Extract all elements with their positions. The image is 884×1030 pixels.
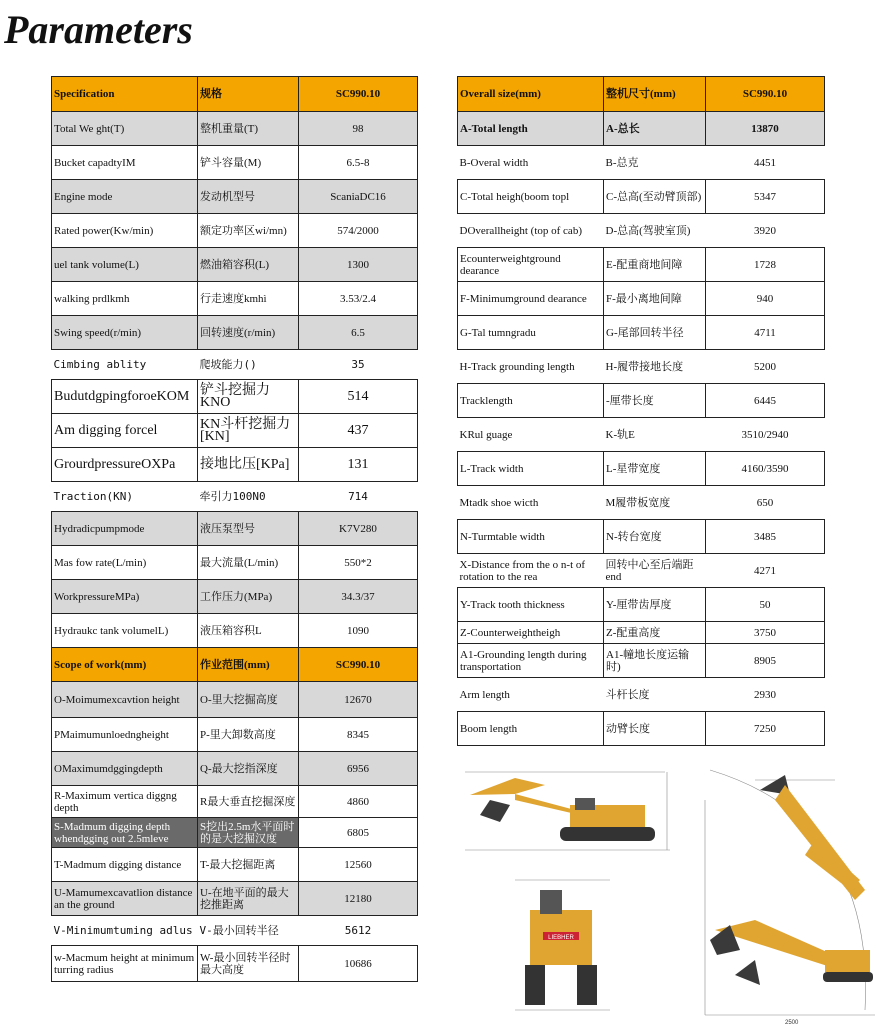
spec-row <box>52 112 418 146</box>
size-label-en: DOverallheight (top of cab) <box>458 214 604 248</box>
spec-label-cn: 牵引力100N0 <box>198 482 299 512</box>
spec-label-en: Engine mode <box>52 180 198 214</box>
spec-value: 1300 <box>299 248 418 282</box>
spec-value: SC990.10 <box>299 77 418 112</box>
size-label-cn: G-尾部回转半径 <box>604 316 706 350</box>
size-label-cn: H-履带接地长度 <box>604 350 706 384</box>
spec-row <box>52 614 418 648</box>
size-row <box>458 554 825 588</box>
spec-label-en: WorkpressureMPa) <box>52 580 198 614</box>
size-row <box>458 214 825 248</box>
size-value: 3920 <box>706 214 825 248</box>
spec-value: 6805 <box>299 818 418 848</box>
spec-label-en: S-Madmum digging depth whendgging out 2.5mleve <box>52 818 198 848</box>
spec-label-cn: 发动机型号 <box>198 180 299 214</box>
spec-label-cn: 规格 <box>198 77 299 112</box>
size-value: SC990.10 <box>706 77 825 112</box>
spec-row <box>52 282 418 316</box>
spec-value: 437 <box>299 414 418 448</box>
spec-value: 6.5-8 <box>299 146 418 180</box>
spec-label-en: Cimbing ablity <box>52 350 198 380</box>
size-value: 8905 <box>706 644 825 678</box>
spec-value: 8345 <box>299 718 418 752</box>
size-label-cn: Z-配重高度 <box>604 622 706 644</box>
spec-label-cn: S挖出2.5m水平面时的是大挖掘汉度 <box>198 818 299 848</box>
spec-label-en: Hydradicpumpmode <box>52 512 198 546</box>
spec-value: 4860 <box>299 786 418 818</box>
size-value: 4451 <box>706 146 825 180</box>
size-row <box>458 418 825 452</box>
spec-row <box>52 214 418 248</box>
size-row <box>458 622 825 644</box>
spec-label-en: GrourdpressureOXPa <box>52 448 198 482</box>
spec-value: 34.3/37 <box>299 580 418 614</box>
size-row <box>458 112 825 146</box>
spec-label-en: V-Minimumtuming adlus <box>52 916 198 946</box>
spec-label-en: Am digging forcel <box>52 414 198 448</box>
size-label-cn: 斗杆长度 <box>604 678 706 712</box>
spec-label-cn: V-最小回转半径 <box>198 916 299 946</box>
spec-value: 714 <box>299 482 418 512</box>
size-value: 2930 <box>706 678 825 712</box>
size-row <box>458 180 825 214</box>
size-label-en: Y-Track tooth thickness <box>458 588 604 622</box>
spec-row <box>52 380 418 414</box>
spec-value: K7V280 <box>299 512 418 546</box>
size-label-cn: 动臂长度 <box>604 712 706 746</box>
spec-value: 35 <box>299 350 418 380</box>
size-value: 7250 <box>706 712 825 746</box>
size-label-en: Boom length <box>458 712 604 746</box>
spec-value: ScaniaDC16 <box>299 180 418 214</box>
working-range-diagram <box>705 770 875 1026</box>
spec-value: 550*2 <box>299 546 418 580</box>
size-label-en: B-Overal width <box>458 146 604 180</box>
spec-row <box>52 512 418 546</box>
spec-label-cn: T-最大挖掘距离 <box>198 848 299 882</box>
spec-value: 3.53/2.4 <box>299 282 418 316</box>
size-label-cn: K-轨E <box>604 418 706 452</box>
size-value: 6445 <box>706 384 825 418</box>
size-row <box>458 146 825 180</box>
spec-value: SC990.10 <box>299 648 418 682</box>
spec-label-cn: 液压泵型号 <box>198 512 299 546</box>
spec-label-cn: KN斗杆挖掘力[KN] <box>198 414 299 448</box>
spec-value: 98 <box>299 112 418 146</box>
size-label-cn: Y-厘带齿厚度 <box>604 588 706 622</box>
size-label-cn: L-星带宽度 <box>604 452 706 486</box>
size-label-en: KRul guage <box>458 418 604 452</box>
spec-label-cn: W-最小回转半径时最大高度 <box>198 946 299 982</box>
size-label-cn: C-总高(至动臂顶部) <box>604 180 706 214</box>
size-label-en: H-Track grounding length <box>458 350 604 384</box>
size-label-en: Z-Counterweightheigh <box>458 622 604 644</box>
size-label-en: L-Track width <box>458 452 604 486</box>
spec-value: 6.5 <box>299 316 418 350</box>
size-value: 13870 <box>706 112 825 146</box>
spec-label-en: OMaximumdggingdepth <box>52 752 198 786</box>
spec-row <box>52 752 418 786</box>
spec-row <box>52 146 418 180</box>
spec-label-en: T-Madmum digging distance <box>52 848 198 882</box>
spec-label-cn: 整机重量(T) <box>198 112 299 146</box>
size-row <box>458 316 825 350</box>
size-row <box>458 452 825 486</box>
spec-label-en: Mas fow rate(L/min) <box>52 546 198 580</box>
size-value: 5347 <box>706 180 825 214</box>
size-label-en: A1-Grounding length during transportation <box>458 644 604 678</box>
size-label-cn: B-总克 <box>604 146 706 180</box>
size-label-cn: D-总高(驾驶室顶) <box>604 214 706 248</box>
spec-label-cn: 铲斗容量(M) <box>198 146 299 180</box>
spec-value: 6956 <box>299 752 418 786</box>
size-value: 3485 <box>706 520 825 554</box>
spec-label-en: Bucket capadtyIM <box>52 146 198 180</box>
overall-size-table <box>457 76 825 746</box>
size-label-cn: M履带板宽度 <box>604 486 706 520</box>
size-row <box>458 77 825 112</box>
size-row <box>458 350 825 384</box>
size-label-cn: A1-幢地长度运输时) <box>604 644 706 678</box>
spec-row <box>52 682 418 718</box>
spec-label-en: BudutdgpingforoeKOM <box>52 380 198 414</box>
size-label-cn: -厘带长度 <box>604 384 706 418</box>
spec-value: 5612 <box>299 916 418 946</box>
spec-label-en: U-Mamumexcavatlion distance an the ground <box>52 882 198 916</box>
size-value: 4711 <box>706 316 825 350</box>
size-row <box>458 712 825 746</box>
spec-value: 574/2000 <box>299 214 418 248</box>
excavator-front-view <box>515 880 610 1010</box>
spec-row <box>52 848 418 882</box>
spec-value: 10686 <box>299 946 418 982</box>
spec-label-cn: 回转速度(r/min) <box>198 316 299 350</box>
spec-label-en: Total We ght(T) <box>52 112 198 146</box>
excavator-side-view <box>465 772 670 850</box>
size-row <box>458 678 825 712</box>
spec-label-cn: 铲斗挖掘力KNO <box>198 380 299 414</box>
size-label-cn: 整机尺寸(mm) <box>604 77 706 112</box>
brand-logo: LIEBHER <box>548 935 574 941</box>
size-label-cn: A-总长 <box>604 112 706 146</box>
spec-row <box>52 248 418 282</box>
size-label-cn: N-转台宽度 <box>604 520 706 554</box>
size-row <box>458 248 825 282</box>
size-label-en: X-Distance from the o n-t of rotation to the rea <box>458 554 604 588</box>
spec-row <box>52 882 418 916</box>
spec-row <box>52 316 418 350</box>
spec-value: 1090 <box>299 614 418 648</box>
size-label-cn: E-配重商地间障 <box>604 248 706 282</box>
spec-label-en: w-Macmum height at minimum turring radius <box>52 946 198 982</box>
spec-row <box>52 448 418 482</box>
size-label-en: Tracklength <box>458 384 604 418</box>
size-label-cn: F-最小离地间障 <box>604 282 706 316</box>
spec-label-cn: 作业范围(mm) <box>198 648 299 682</box>
size-value: 4160/3590 <box>706 452 825 486</box>
spec-label-cn: U-在地平面的最大挖推距离 <box>198 882 299 916</box>
spec-row <box>52 818 418 848</box>
size-row <box>458 486 825 520</box>
size-label-en: Arm length <box>458 678 604 712</box>
spec-label-cn: 行走速度kmhì <box>198 282 299 316</box>
spec-label-en: R-Maximum vertica diggng depth <box>52 786 198 818</box>
size-value: 3750 <box>706 622 825 644</box>
size-row <box>458 384 825 418</box>
spec-label-en: Traction(KN) <box>52 482 198 512</box>
spec-label-cn: 工作压力(MPa) <box>198 580 299 614</box>
size-label-en: Ecounterweightground dearance <box>458 248 604 282</box>
size-value: 5200 <box>706 350 825 384</box>
size-label-en: Overall size(mm) <box>458 77 604 112</box>
size-label-en: G-Tal tumngradu <box>458 316 604 350</box>
size-label-en: F-Minimumground dearance <box>458 282 604 316</box>
spec-row <box>52 350 418 380</box>
spec-row <box>52 648 418 682</box>
spec-label-en: uel tank volume(L) <box>52 248 198 282</box>
spec-label-cn: 爬坡能力() <box>198 350 299 380</box>
spec-row <box>52 916 418 946</box>
spec-label-cn: 最大流量(L/min) <box>198 546 299 580</box>
size-row <box>458 282 825 316</box>
spec-row <box>52 77 418 112</box>
spec-row <box>52 580 418 614</box>
size-label-cn: 回转中心至后端距end <box>604 554 706 588</box>
spec-label-cn: 额定功率区wi/mn) <box>198 214 299 248</box>
spec-label-cn: P-里大卸数高度 <box>198 718 299 752</box>
spec-row <box>52 786 418 818</box>
size-value: 4271 <box>706 554 825 588</box>
size-label-en: C-Total heigh(boom topl <box>458 180 604 214</box>
spec-label-en: Scope of work(mm) <box>52 648 198 682</box>
size-label-en: Mtadk shoe wicth <box>458 486 604 520</box>
spec-row <box>52 180 418 214</box>
spec-label-cn: 液压箱容积L <box>198 614 299 648</box>
spec-label-en: walking prdlkmh <box>52 282 198 316</box>
spec-value: 514 <box>299 380 418 414</box>
spec-row <box>52 546 418 580</box>
spec-label-cn: 接地比压[KPa] <box>198 448 299 482</box>
spec-label-en: O-Moimumexcavtion height <box>52 682 198 718</box>
spec-label-cn: R最大垂直挖掘深度 <box>198 786 299 818</box>
dimension-label: 2500 <box>785 1020 799 1026</box>
size-row <box>458 520 825 554</box>
size-label-en: A-Total length <box>458 112 604 146</box>
spec-label-en: Specification <box>52 77 198 112</box>
size-value: 650 <box>706 486 825 520</box>
spec-value: 12560 <box>299 848 418 882</box>
spec-label-cn: 燃油箱容积(L) <box>198 248 299 282</box>
specification-table <box>51 76 418 982</box>
spec-value: 131 <box>299 448 418 482</box>
size-value: 1728 <box>706 248 825 282</box>
spec-label-en: PMaimumunloedngheight <box>52 718 198 752</box>
spec-value: 12670 <box>299 682 418 718</box>
spec-row <box>52 718 418 752</box>
spec-label-cn: O-里大挖掘高度 <box>198 682 299 718</box>
spec-row <box>52 946 418 982</box>
size-value: 3510/2940 <box>706 418 825 452</box>
spec-label-en: Rated power(Kw/min) <box>52 214 198 248</box>
size-row <box>458 588 825 622</box>
size-value: 940 <box>706 282 825 316</box>
size-row <box>458 644 825 678</box>
spec-label-en: Swing speed(r/min) <box>52 316 198 350</box>
size-label-en: N-Turmtable width <box>458 520 604 554</box>
page-title: Parameters <box>4 7 193 52</box>
excavator-dimension-drawings <box>455 760 883 1028</box>
spec-label-en: Hydraukc tank volumelL) <box>52 614 198 648</box>
spec-row <box>52 482 418 512</box>
spec-row <box>52 414 418 448</box>
spec-label-cn: Q-最大挖指深度 <box>198 752 299 786</box>
size-value: 50 <box>706 588 825 622</box>
spec-value: 12180 <box>299 882 418 916</box>
